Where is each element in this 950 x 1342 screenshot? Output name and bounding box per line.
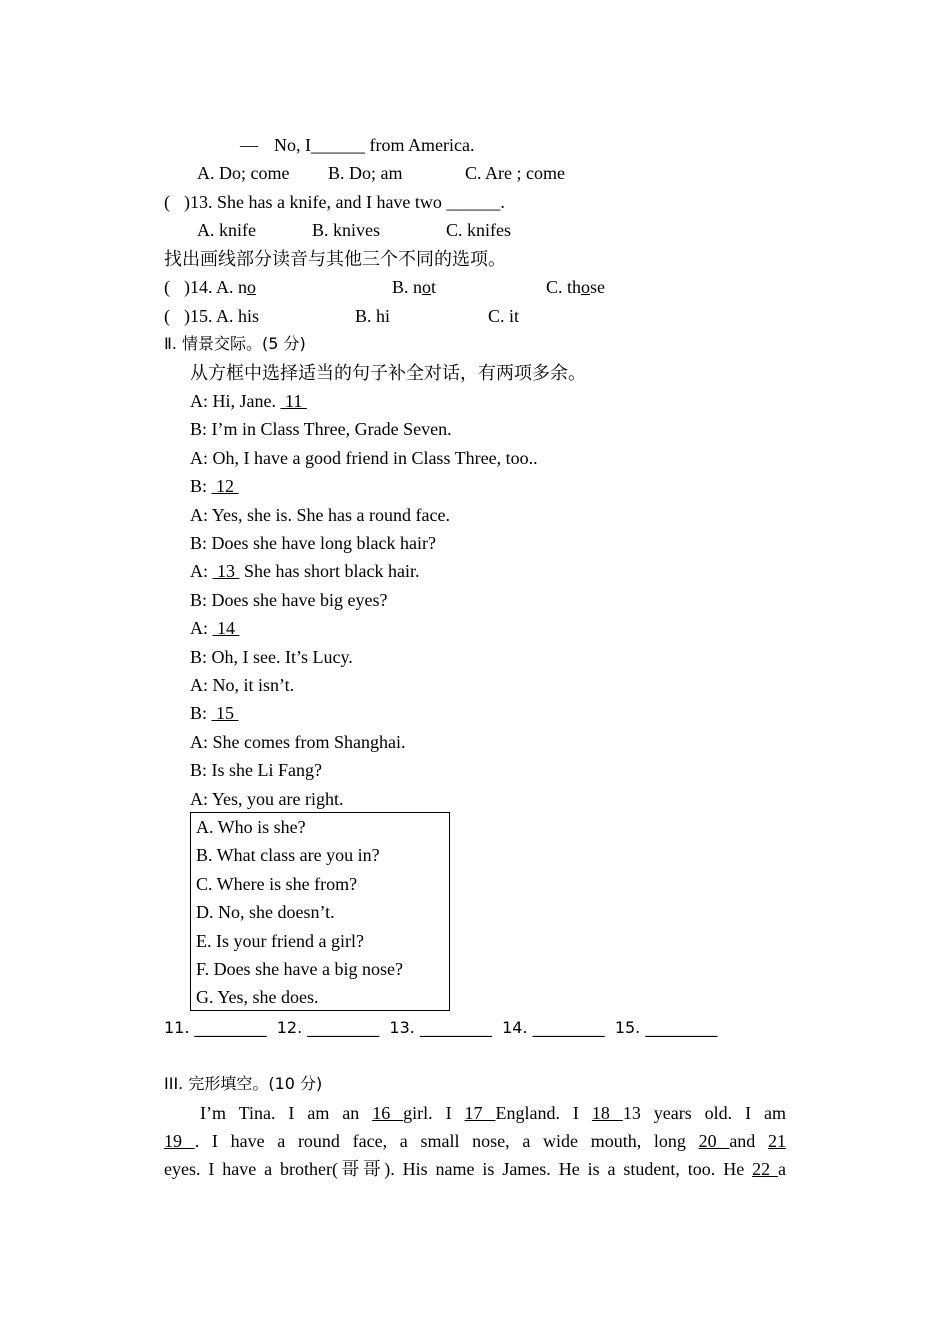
q14-paren: ( xyxy=(164,277,170,297)
answer-line: 11. _________ 12. _________ 13. _________ 14. _________ 15. _________ xyxy=(164,1018,718,1037)
q12-option-a: A. Do; come xyxy=(197,163,290,183)
option-item: B. What class are you in? xyxy=(196,845,380,865)
option-item: E. Is your friend a girl? xyxy=(196,931,364,951)
option-item: C. Where is she from? xyxy=(196,874,358,894)
q12-option-b: B. Do; am xyxy=(328,163,403,183)
cloze-line-3: eyes. I have a brother(哥哥). His name is James. He is a student, too. He 22 a xyxy=(164,1159,786,1179)
q14-option-b: B. not xyxy=(392,277,437,297)
dialogue-blank: 13 xyxy=(212,561,240,581)
dialogue-line: A: Yes, she is. She has a round face. xyxy=(190,505,450,525)
dialogue-blank: 12 xyxy=(211,476,239,496)
q13-option-c: C. knifes xyxy=(446,220,511,240)
dialogue-blank: 11 xyxy=(280,391,307,411)
option-item: G. Yes, she does. xyxy=(196,987,319,1007)
dialogue-line: B: Does she have long black hair? xyxy=(190,533,436,553)
dash: — xyxy=(240,135,258,155)
dialogue-line: B: 15 xyxy=(190,703,239,723)
phonetics-instruction: 找出画线部分读音与其他三个不同的选项。 xyxy=(164,249,506,269)
dialogue-line: A: She comes from Shanghai. xyxy=(190,732,406,752)
dialogue-line: A: Yes, you are right. xyxy=(190,789,344,809)
q15-option-c: C. it xyxy=(488,306,520,326)
option-item: A. Who is she? xyxy=(196,817,306,837)
option-item: D. No, she doesn’t. xyxy=(196,902,335,922)
q13-option-b: B. knives xyxy=(312,220,381,240)
q15-option-b: B. hi xyxy=(355,306,391,326)
dialogue-line: B: 12 xyxy=(190,476,239,496)
q13-option-a: A. knife xyxy=(197,220,256,240)
dialogue-line: B: Oh, I see. It’s Lucy. xyxy=(190,647,353,667)
cloze-line-2: 19 . I have a round face, a small nose, a wide mouth, long 20 and 21 xyxy=(164,1131,786,1151)
section2-instruction: 从方框中选择适当的句子补全对话，有两项多余。 xyxy=(190,363,586,383)
section2-title: Ⅱ. 情景交际。(5 分) xyxy=(164,334,306,353)
option-item: F. Does she have a big nose? xyxy=(196,959,404,979)
dialogue-blank: 14 xyxy=(212,618,240,638)
dialogue-blank: 15 xyxy=(211,703,239,723)
q14-option-c: C. those xyxy=(546,277,606,297)
q13-paren: ( xyxy=(164,192,170,212)
dialogue-line: A: Oh, I have a good friend in Class Three, too.. xyxy=(190,448,538,468)
dialogue-line: B: Does she have big eyes? xyxy=(190,590,388,610)
q15-stem: )15. A. his xyxy=(184,306,260,326)
q12-option-c: C. Are ; come xyxy=(465,163,565,183)
section3-title: III. 完形填空。(10 分) xyxy=(164,1074,323,1093)
dialogue-line: A: 13 She has short black hair. xyxy=(190,561,420,581)
dialogue-line: A: Hi, Jane. 11 xyxy=(190,391,307,411)
q12-answer-line: No, I______ from America. xyxy=(274,135,475,155)
q14-stem: )14. A. no xyxy=(184,277,256,297)
cloze-line-1: I’m Tina. I am an 16 girl. I 17 England. I 18 13 years old. I am xyxy=(200,1103,787,1123)
q13-stem: )13. She has a knife, and I have two ______. xyxy=(184,192,505,212)
dialogue-line: A: No, it isn’t. xyxy=(190,675,295,695)
q15-paren: ( xyxy=(164,306,170,326)
dialogue-line: A: 14 xyxy=(190,618,240,638)
dialogue-line: B: I’m in Class Three, Grade Seven. xyxy=(190,419,452,439)
dialogue-line: B: Is she Li Fang? xyxy=(190,760,322,780)
